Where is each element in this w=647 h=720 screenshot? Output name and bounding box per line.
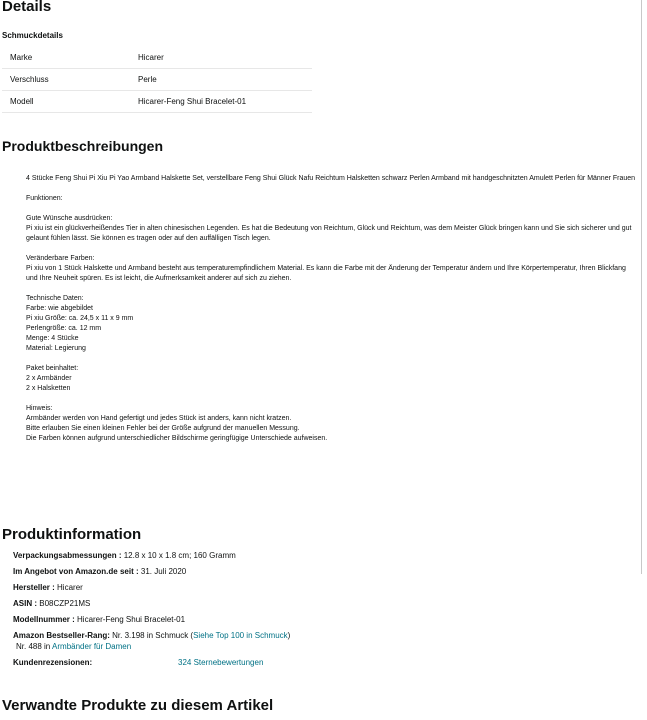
- list-item: [13, 630, 290, 641]
- table-row: [2, 47, 312, 69]
- list-item: [13, 582, 290, 593]
- asin-label: ASIN :: [13, 599, 37, 608]
- details-heading: Details: [2, 0, 52, 15]
- list-item: [13, 641, 290, 652]
- related-products-heading: Verwandte Produkte zu diesem Artikel: [2, 697, 274, 714]
- ratings-count-link[interactable]: 324 Sternebewertungen: [178, 658, 264, 667]
- product-description: [26, 174, 638, 444]
- package-dimensions-value: 12.8 x 10 x 1.8 cm; 160 Gramm: [123, 551, 236, 560]
- product-information-heading: Produktinformation: [2, 526, 142, 543]
- customer-reviews-label: Kundenrezensionen:: [13, 658, 93, 667]
- description-paragraph: Paket beinhaltet: 2 x Armbänder 2 x Halsketten: [26, 365, 79, 392]
- top100-jewelry-link[interactable]: Siehe Top 100 in Schmuck: [193, 631, 288, 640]
- detail-key: Modell: [2, 91, 138, 113]
- list-item: [13, 598, 290, 609]
- model-number-label: Modellnummer :: [13, 615, 75, 624]
- list-item: [13, 614, 290, 625]
- detail-value: Perle: [138, 69, 312, 91]
- womens-bracelets-link[interactable]: Armbänder für Damen: [52, 642, 132, 651]
- available-since-value: 31. Juli 2020: [140, 567, 187, 576]
- description-paragraph: 4 Stücke Feng Shui Pi Xiu Pi Yao Armband Halskette Set, verstellbare Feng Shui Glück Nafu Reichtum Halsketten schwarz Perlen Armband mit handgeschnitzten Amulett Perlen für Männer Frauen: [26, 175, 636, 182]
- detail-key: Marke: [2, 47, 138, 69]
- product-information-list: [13, 550, 290, 673]
- table-row: [2, 91, 312, 113]
- bestseller-rank-label: Amazon Bestseller-Rang:: [13, 631, 110, 640]
- jewelry-details-subheading: Schmuckdetails: [2, 31, 63, 40]
- bestseller-rank-close: ): [287, 631, 291, 640]
- details-table: [2, 47, 312, 113]
- bestseller-subrank-prefix: Nr. 488 in: [16, 642, 51, 651]
- description-paragraph: Gute Wünsche ausdrücken: Pi xiu ist ein glückverheißendes Tier in alten chinesischen Legenden. Es hat die Bedeutung von Reichtum, Glück und Reichtum, was dem Meister Glück bringen kann und Sie sich sicherer und gut gelaunt fühlen lässt. Sie können es tragen oder auf den auffälligen Tisch legen.: [26, 215, 632, 242]
- manufacturer-value: Hicarer: [57, 583, 83, 592]
- page-scrollbar[interactable]: [641, 0, 642, 574]
- bestseller-rank-value: Nr. 3.198 in Schmuck (: [112, 631, 194, 640]
- product-description-heading: Produktbeschreibungen: [2, 138, 164, 154]
- description-paragraph: Funktionen:: [26, 195, 63, 202]
- detail-key: Verschluss: [2, 69, 138, 91]
- model-number-value: Hicarer-Feng Shui Bracelet-01: [77, 615, 186, 624]
- table-row: [2, 69, 312, 91]
- available-since-label: Im Angebot von Amazon.de seit :: [13, 567, 139, 576]
- description-paragraph: Hinweis: Armbänder werden von Hand gefertigt und jedes Stück ist anders, kann nicht kratzen. Bitte erlauben Sie einen kleinen Fehler bei der Größe aufgrund der manuellen Messung. Die Farben können aufgrund unterschiedlicher Bildschirme geringfügige Unterschiede aufweisen.: [26, 405, 328, 442]
- detail-value: Hicarer: [138, 47, 312, 69]
- asin-value: B08CZP21MS: [39, 599, 91, 608]
- list-item: [13, 657, 290, 668]
- package-dimensions-label: Verpackungsabmessungen :: [13, 551, 122, 560]
- description-paragraph: Technische Daten: Farbe: wie abgebildet Pi xiu Größe: ca. 24,5 x 11 x 9 mm Perlengröße: ca. 12 mm Menge: 4 Stücke Material: Legierung: [26, 295, 134, 352]
- detail-value: Hicarer-Feng Shui Bracelet-01: [138, 91, 312, 113]
- manufacturer-label: Hersteller :: [13, 583, 55, 592]
- list-item: [13, 550, 290, 561]
- list-item: [13, 566, 290, 577]
- description-paragraph: Veränderbare Farben: Pi xiu von 1 Stück Halskette und Armband besteht aus temperaturempfindlichem Material. Es kann die Farbe mit der Änderung der Temperatur ändern und Ihre Körpertemperatur, Ihren Blickfang und Ihre Neuheit spüren. Es ist leicht, die Aufmerksamkeit anderer auf sich zu ziehen.: [26, 255, 626, 282]
